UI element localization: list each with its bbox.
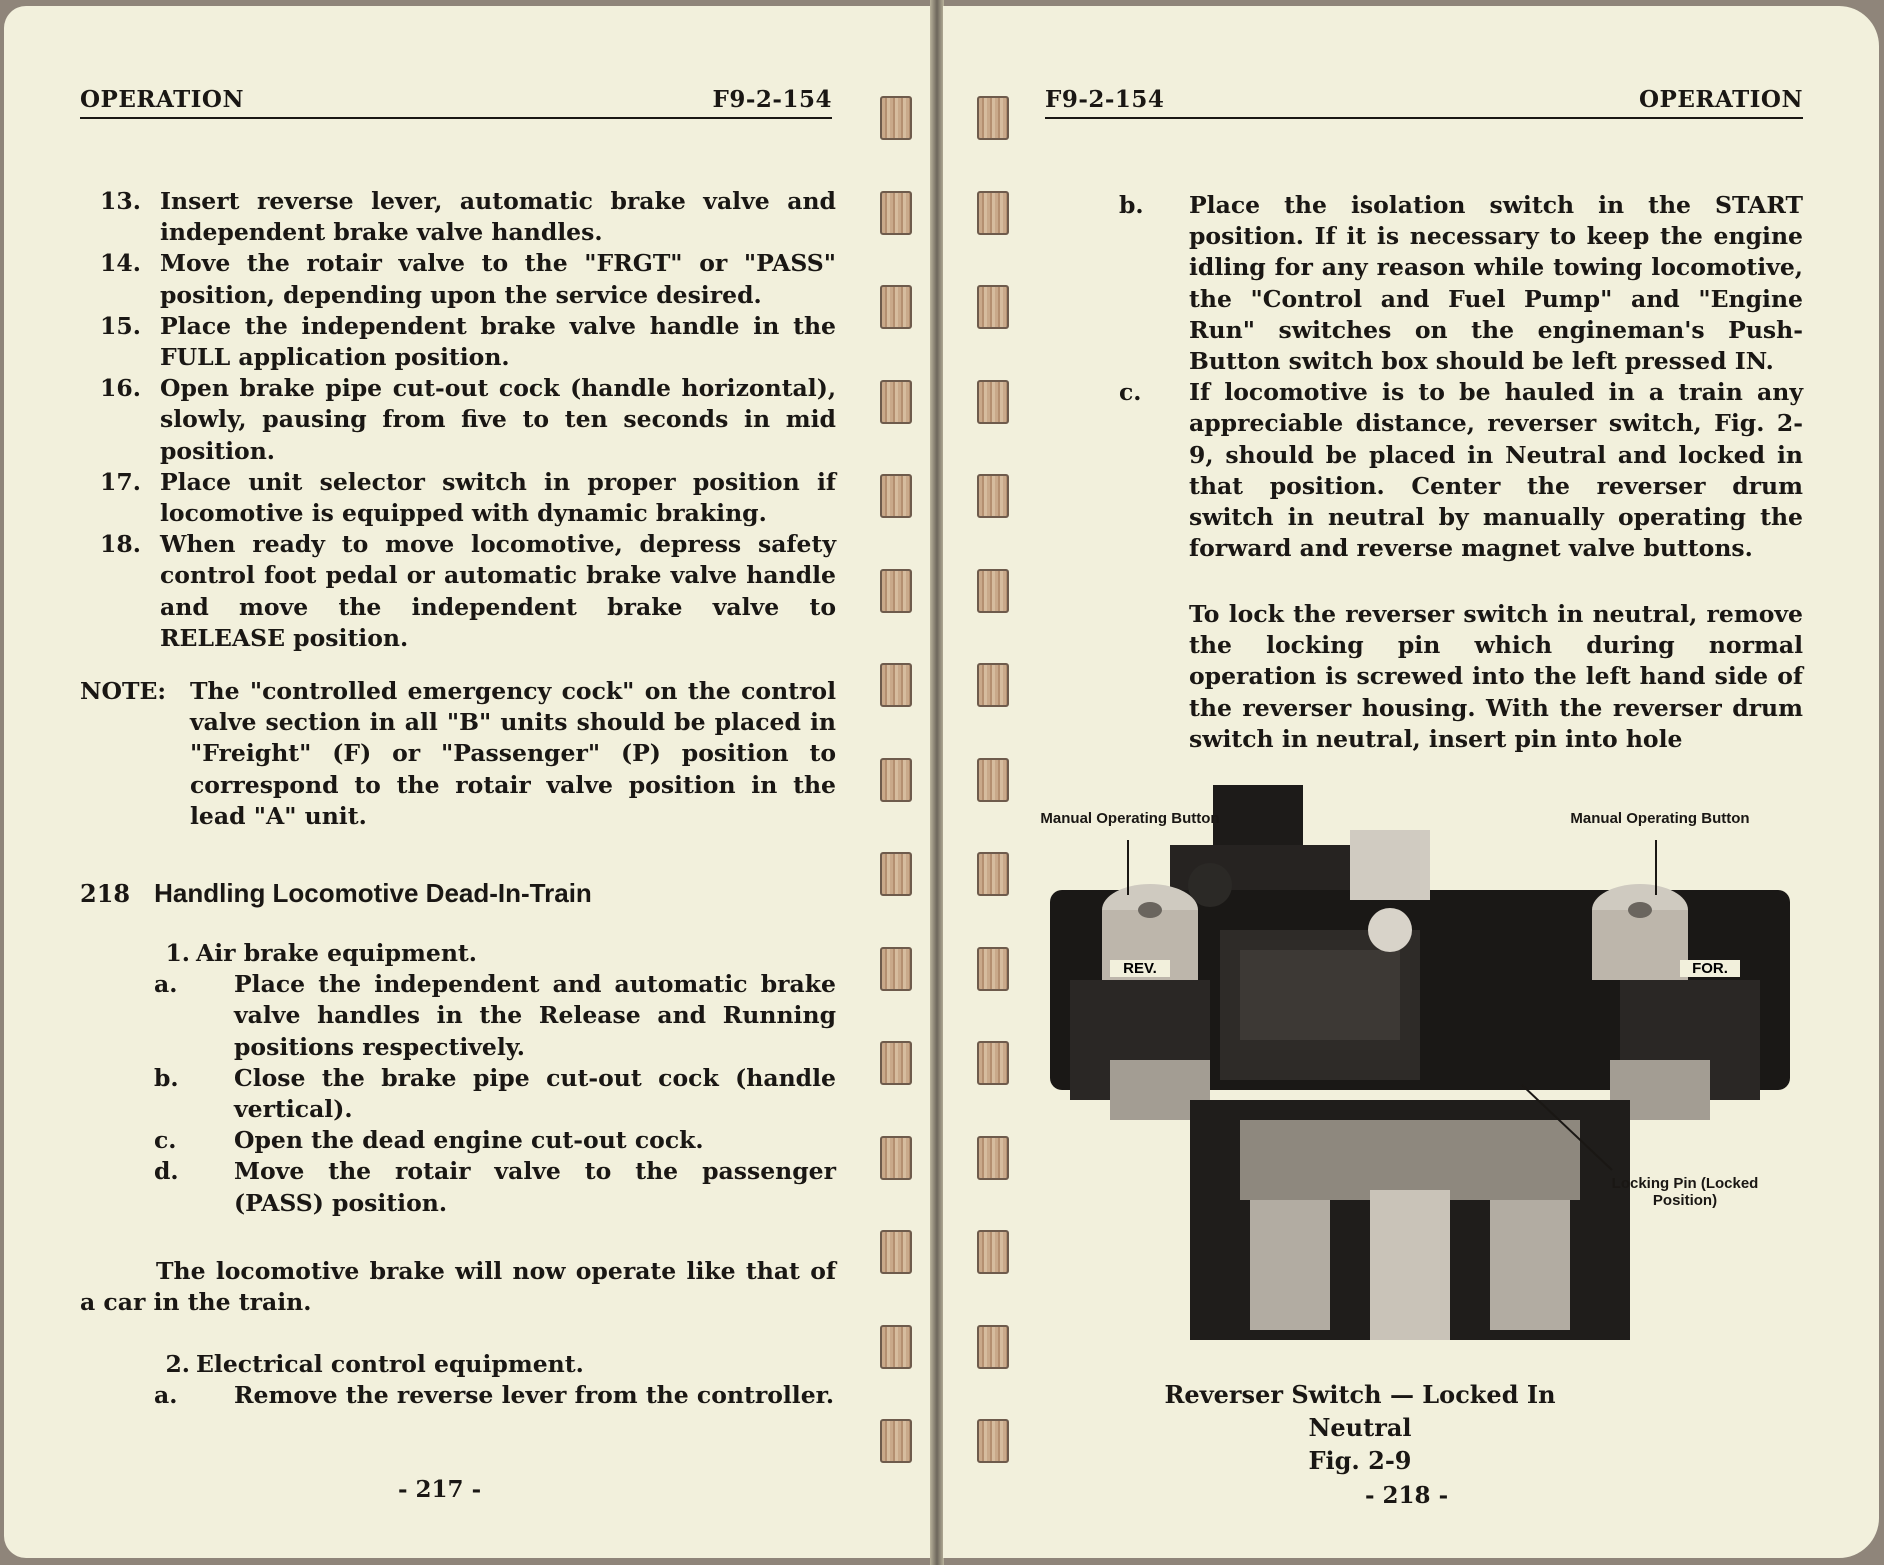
step-item	[100, 467, 836, 529]
step-item	[1119, 190, 1803, 377]
step-number: 13.	[100, 187, 141, 215]
elec-heading-number: 2.	[165, 1350, 190, 1378]
air-step	[156, 1156, 836, 1218]
elec-heading-text: Electrical control equipment.	[196, 1350, 584, 1378]
header-doc-number: F9-2-154	[1045, 86, 1165, 113]
step-text: If locomotive is to be hauled in a train any appreciable distance, reverser switch, Fig. 2-9, should be placed in Neutral and locked in that position. Center the reverser drum switch in neutral by manually operating the forward and reverse magnet valve buttons.	[1189, 378, 1803, 563]
reverser-switch-photo	[1050, 770, 1790, 1350]
air-heading-number: 1.	[165, 939, 190, 967]
step-item	[100, 311, 836, 373]
note-block	[80, 676, 836, 832]
step-text: Place the isolation switch in the START position. If it is necessary to keep the engine idling for any reason while towing locomotive, the "Control and Fuel Pump" and "Engine Run" switches on the engineman's Push-Button switch box should be left pressed IN.	[1189, 191, 1803, 376]
air-heading-text: Air brake equipment.	[196, 939, 477, 967]
rev-label: REV.	[1110, 960, 1170, 977]
note-label: NOTE:	[80, 677, 167, 705]
section-heading	[80, 878, 592, 909]
reverser-switch-figure	[1040, 770, 1790, 1350]
air-step-text: Close the brake pipe cut-out cock (handle vertical).	[234, 1063, 836, 1124]
air-step	[156, 1125, 836, 1156]
air-step-text: Place the independent and automatic brake valve handles in the Release and Running positions respectively.	[234, 970, 836, 1061]
running-header	[80, 86, 832, 119]
header-section: OPERATION	[80, 86, 244, 113]
manual-button-label-left: Manual Operating Button	[1040, 810, 1220, 827]
caption-fig-number: Fig. 2-9	[1308, 1446, 1412, 1475]
header-doc-number: F9-2-154	[712, 86, 832, 113]
step-item	[100, 248, 836, 310]
air-step-letter: a.	[154, 970, 178, 999]
step-text: When ready to move locomotive, depress safety control foot pedal or automatic brake valve handle and move the independent brake valve to RELEASE position.	[160, 530, 836, 652]
section-title: Handling Locomotive Dead-In-Train	[154, 878, 592, 908]
air-step-text: Open the dead engine cut-out cock.	[234, 1126, 704, 1155]
step-number: 18.	[100, 530, 141, 559]
running-header	[1045, 86, 1803, 119]
air-step-letter: c.	[154, 1126, 177, 1155]
left-page	[4, 6, 939, 1558]
air-step-letter: b.	[154, 1063, 179, 1092]
dead-train-steps	[1119, 190, 1803, 564]
step-item	[100, 186, 836, 248]
step-number: 15.	[100, 311, 141, 340]
step-text: Move the rotair valve to the "FRGT" or "PASS" position, depending upon the service desired.	[160, 249, 836, 309]
binding-holes	[880, 96, 914, 1514]
step-item	[100, 529, 836, 654]
caption-title: Reverser Switch — Locked In Neutral	[1164, 1380, 1556, 1442]
figure-caption	[1160, 1378, 1560, 1477]
locking-paragraph: To lock the reverser switch in neutral, remove the locking pin which during normal operation is screwed into the left hand side of the reverser housing. With the reverser drum switch in neutral, insert pin into hole	[1189, 600, 1803, 753]
step-number: 16.	[100, 374, 141, 403]
page-number: - 217 -	[398, 1476, 482, 1503]
steps-list	[100, 186, 836, 654]
air-heading	[156, 938, 836, 969]
binding-holes	[977, 96, 1011, 1514]
elec-step-text: Remove the reverse lever from the controller.	[234, 1381, 835, 1410]
air-brake-block	[156, 938, 836, 1219]
elec-heading	[156, 1349, 836, 1380]
for-label: FOR.	[1680, 960, 1740, 977]
air-step-letter: d.	[154, 1157, 179, 1186]
air-step	[156, 969, 836, 1063]
step-letter: c.	[1119, 378, 1142, 407]
step-text: Place unit selector switch in proper position if locomotive is equipped with dynamic braking.	[160, 467, 836, 528]
book-spine	[930, 0, 944, 1565]
electrical-block	[156, 1349, 836, 1411]
step-item	[1119, 377, 1803, 564]
page-number: - 218 -	[1365, 1482, 1449, 1509]
elec-step	[156, 1380, 836, 1411]
note-text: The "controlled emergency cock" on the control valve section in all "B" units should be placed in "Freight" (F) or "Passenger" (P) position to correspond to the rotair valve position in the lead "A" unit.	[190, 677, 836, 830]
result-paragraph: The locomotive brake will now operate like that of a car in the train.	[80, 1257, 836, 1317]
elec-step-letter: a.	[154, 1381, 178, 1410]
locking-pin-label: Locking Pin (Locked Position)	[1611, 1175, 1759, 1209]
step-text: Insert reverse lever, automatic brake valve and independent brake valve handles.	[160, 187, 836, 247]
air-step	[156, 1063, 836, 1125]
manual-button-label-right: Manual Operating Button	[1570, 810, 1750, 827]
step-text: Place the independent brake valve handle in the FULL application position.	[160, 311, 836, 372]
step-number: 14.	[100, 249, 141, 278]
header-section: OPERATION	[1639, 86, 1803, 113]
step-letter: b.	[1119, 191, 1144, 219]
section-number: 218	[80, 879, 131, 908]
step-item	[100, 373, 836, 467]
step-text: Open brake pipe cut-out cock (handle horizontal), slowly, pausing from five to ten seconds in mid position.	[160, 374, 836, 465]
air-step-text: Move the rotair valve to the passenger (PASS) position.	[234, 1157, 836, 1217]
step-number: 17.	[100, 467, 141, 496]
